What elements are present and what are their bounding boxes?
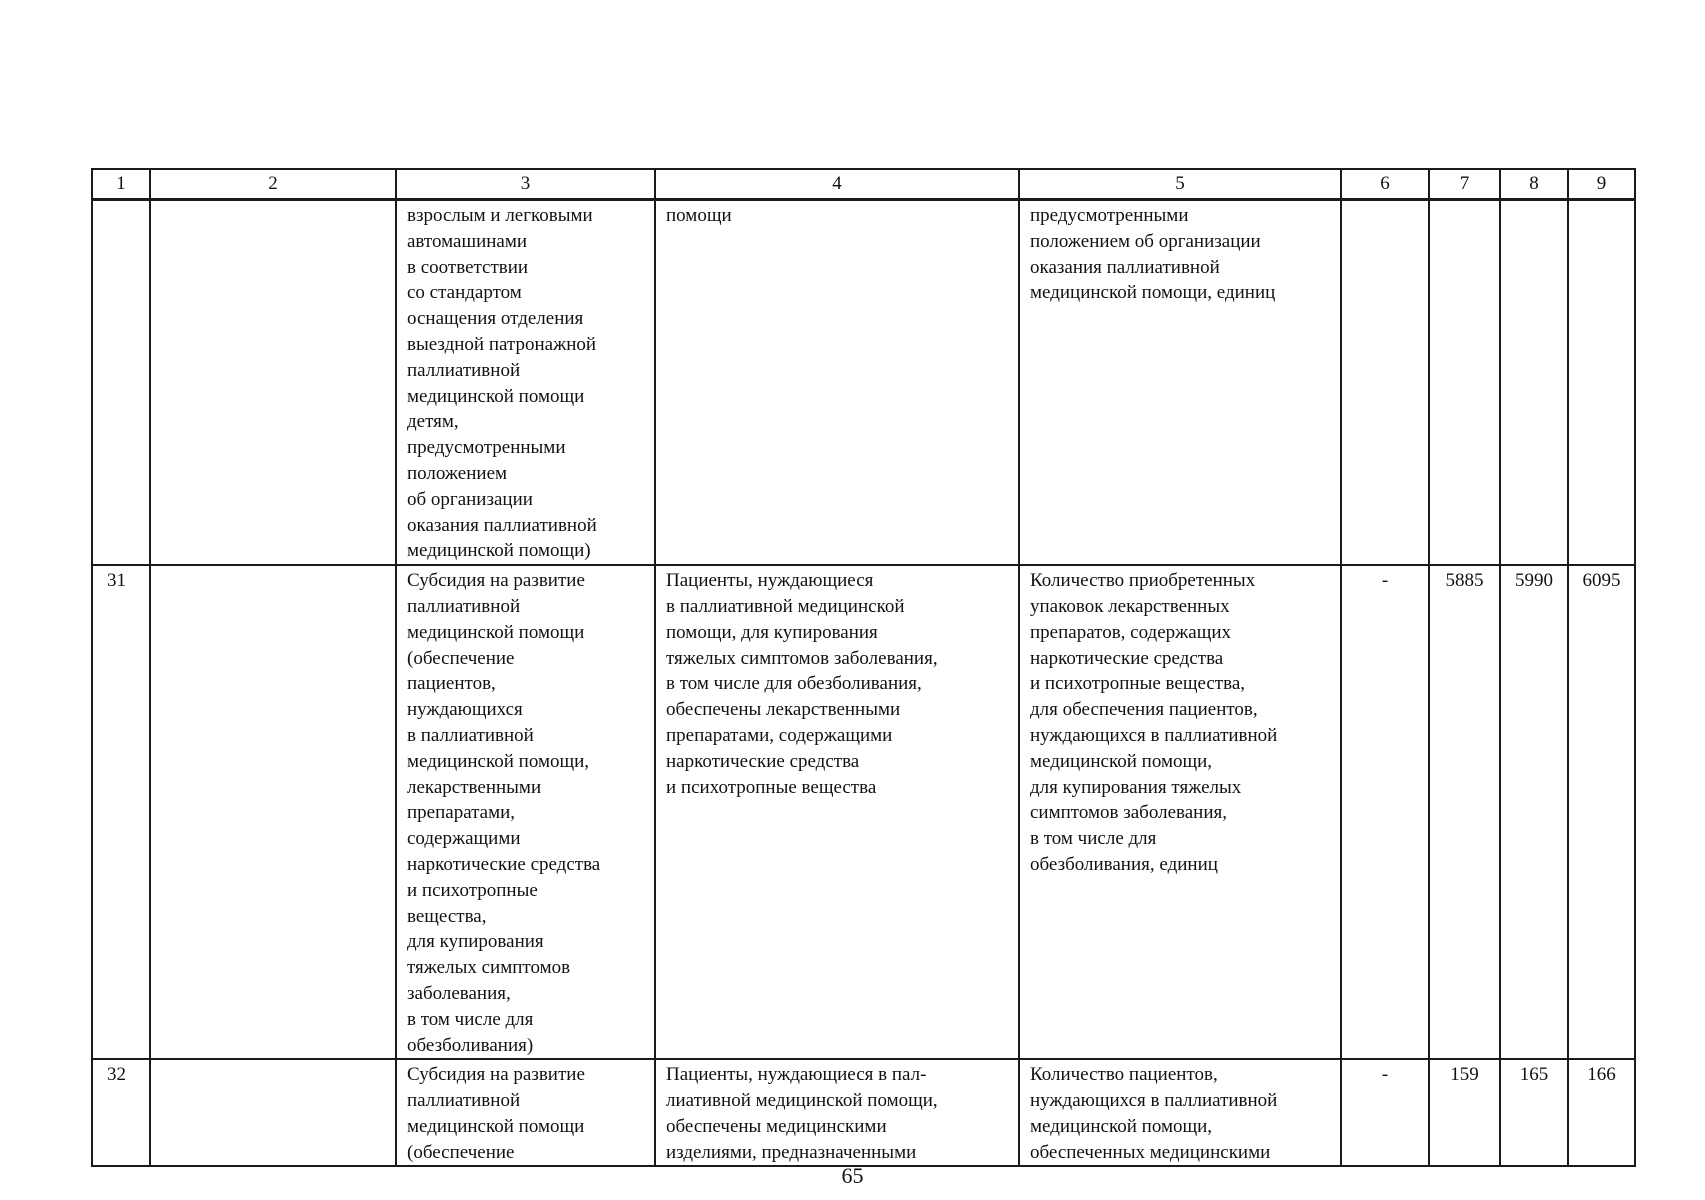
- row-number-cell: [92, 200, 150, 566]
- page-number: 65: [841, 1163, 864, 1188]
- value-cell-8: 5990: [1500, 565, 1568, 1059]
- value-cell-8: 165: [1500, 1059, 1568, 1166]
- value-cell-9: 6095: [1568, 565, 1635, 1059]
- indicator-cell: Количество пациентов, нуждающихся в паллиативной медицинской помощи, обеспеченных медицинскими: [1019, 1059, 1341, 1166]
- indicators-table: [91, 168, 1636, 1167]
- value-cell-8: [1500, 200, 1568, 566]
- header-cell: 2: [150, 169, 396, 200]
- value-cell-7: 5885: [1429, 565, 1500, 1059]
- measure-cell: Субсидия на развитие паллиативной медицинской помощи (обеспечение: [396, 1059, 655, 1166]
- indicator-cell: предусмотренными положением об организации оказания паллиативной медицинской помощи, единиц: [1019, 200, 1341, 566]
- table-row: [92, 565, 1635, 1059]
- measure-cell: взрослым и легковыми автомашинами в соответствии со стандартом оснащения отделения выездной патронажной паллиативной медицинской помощи детям, предусмотренными положением об организации оказания паллиативной медицинской помощи): [396, 200, 655, 566]
- base-value-cell: [1341, 200, 1429, 566]
- value-cell-9: 166: [1568, 1059, 1635, 1166]
- header-cell: 3: [396, 169, 655, 200]
- header-cell: 1: [92, 169, 150, 200]
- header-cell: 7: [1429, 169, 1500, 200]
- result-cell: помощи: [655, 200, 1019, 566]
- name-cell: [150, 200, 396, 566]
- indicator-cell: Количество приобретенных упаковок лекарственных препаратов, содержащих наркотические средства и психотропные вещества, для обеспечения пациентов, нуждающихся в паллиативной медицинской помощи, для купирования тяжелых симптомов заболевания, в том числе для обезболивания, единиц: [1019, 565, 1341, 1059]
- measure-cell: Субсидия на развитие паллиативной медицинской помощи (обеспечение пациентов, нуждающихся в паллиативной медицинской помощи, лекарственными препаратами, содержащими наркотические средства и психотропные вещества, для купирования тяжелых симптомов заболевания, в том числе для обезболивания): [396, 565, 655, 1059]
- value-cell-9: [1568, 200, 1635, 566]
- row-number-cell: 32: [92, 1059, 150, 1166]
- table-row: [92, 1059, 1635, 1166]
- base-value-cell: -: [1341, 1059, 1429, 1166]
- table-row: [92, 200, 1635, 566]
- name-cell: [150, 565, 396, 1059]
- row-number-cell: 31: [92, 565, 150, 1059]
- table-header-row: [92, 169, 1635, 200]
- value-cell-7: [1429, 200, 1500, 566]
- name-cell: [150, 1059, 396, 1166]
- header-cell: 9: [1568, 169, 1635, 200]
- value-cell-7: 159: [1429, 1059, 1500, 1166]
- result-cell: Пациенты, нуждающиеся в пал- лиативной медицинской помощи, обеспечены медицинскими изделиями, предназначенными: [655, 1059, 1019, 1166]
- header-cell: 4: [655, 169, 1019, 200]
- header-cell: 6: [1341, 169, 1429, 200]
- header-cell: 8: [1500, 169, 1568, 200]
- result-cell: Пациенты, нуждающиеся в паллиативной медицинской помощи, для купирования тяжелых симптомов заболевания, в том числе для обезболивания, обеспечены лекарственными препаратами, содержащими наркотические средства и психотропные вещества: [655, 565, 1019, 1059]
- header-cell: 5: [1019, 169, 1341, 200]
- base-value-cell: -: [1341, 565, 1429, 1059]
